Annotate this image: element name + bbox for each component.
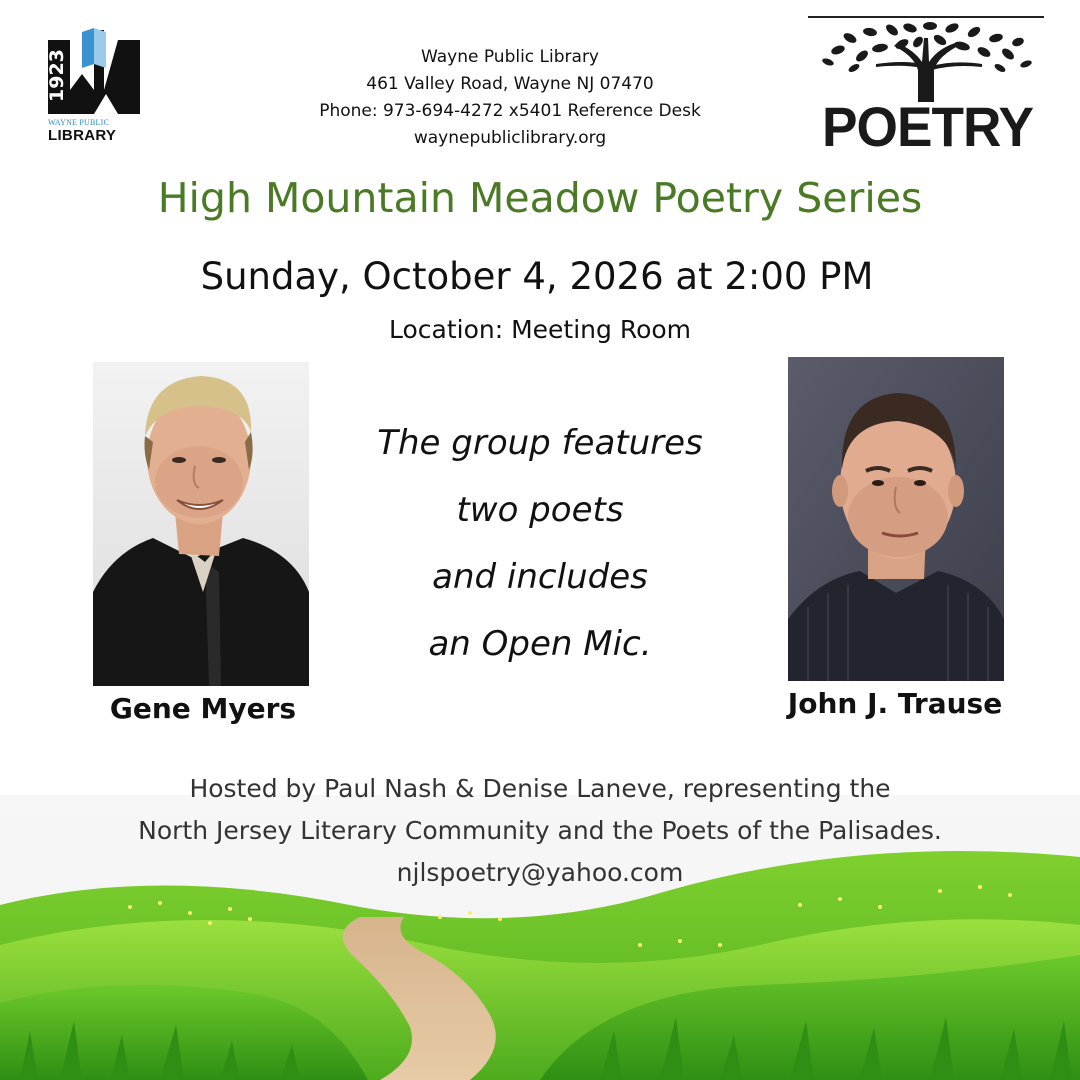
- library-website-link[interactable]: waynepubliclibrary.org: [413, 128, 607, 148]
- series-title: High Mountain Meadow Poetry Series: [157, 174, 923, 222]
- poetry-logo: [808, 16, 1046, 158]
- library-logo-name: LIBRARY: [48, 127, 117, 144]
- contact-email-link[interactable]: njlspoetry@yahoo.com: [396, 858, 684, 887]
- description-line: an Open Mic.: [428, 624, 652, 664]
- event-location: Location: Meeting Room: [388, 315, 692, 344]
- poetry-logo-word: POETRY: [822, 95, 1034, 158]
- hosts-line: Hosted by Paul Nash & Denise Laneve, representing the: [189, 774, 891, 803]
- hosts-organizations-line: North Jersey Literary Community and the Poets of the Palisades.: [138, 816, 942, 845]
- tree-icon: [814, 20, 1040, 102]
- poet-photo-gene-myers: [93, 362, 309, 686]
- library-logo: [48, 28, 144, 146]
- event-date-time: Sunday, October 4, 2026 at 2:00 PM: [200, 255, 874, 298]
- poet-name-gene-myers: Gene Myers: [109, 692, 297, 725]
- hosts-information: [20, 768, 1060, 894]
- poet-photo-john-j-trause: [788, 357, 1004, 681]
- description-line: two poets: [456, 490, 624, 530]
- poetry-logo-rule: [808, 16, 1044, 18]
- poet-name-john-j-trause: John J. Trause: [787, 687, 1003, 720]
- event-description: [330, 410, 750, 678]
- description-line: The group features: [377, 423, 703, 463]
- library-logo-small-name: WAYNE PUBLIC: [48, 118, 109, 127]
- library-phone: Phone: 973-694-4272 x5401 Reference Desk: [319, 101, 701, 121]
- library-address-block: [260, 44, 760, 152]
- library-logo-year: 1923: [46, 49, 68, 103]
- library-name: Wayne Public Library: [421, 47, 599, 67]
- library-street-address: 461 Valley Road, Wayne NJ 07470: [366, 74, 654, 94]
- description-line: and includes: [432, 557, 648, 597]
